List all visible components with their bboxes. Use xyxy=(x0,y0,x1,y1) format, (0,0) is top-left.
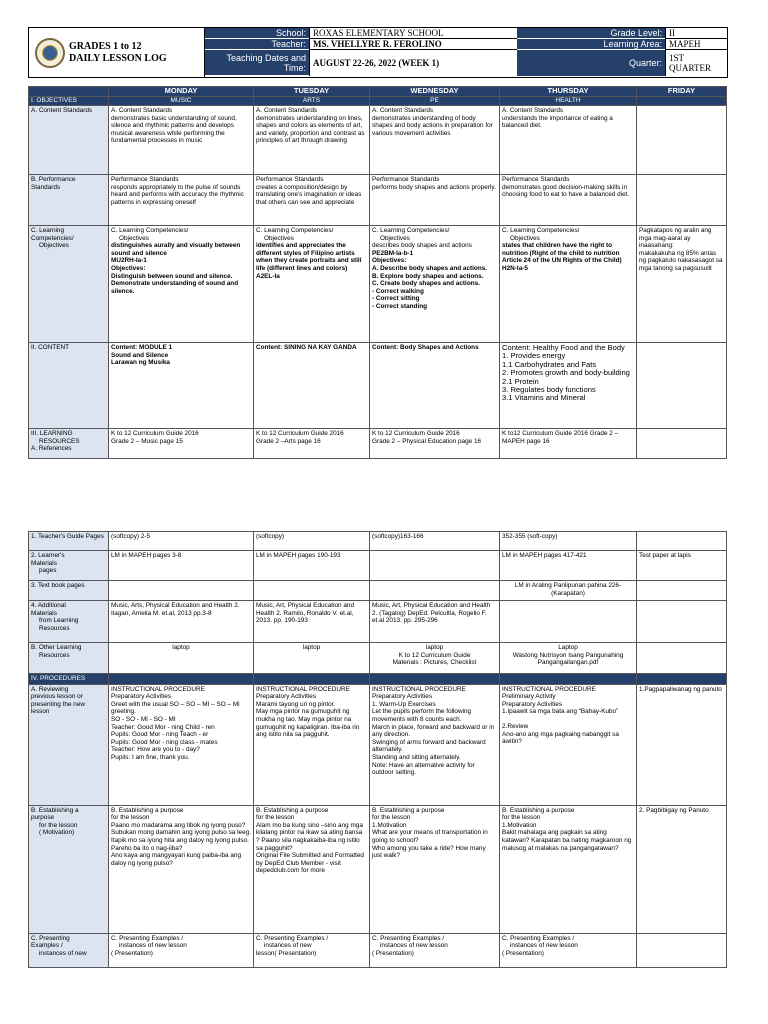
row-label: 3. Text book pages xyxy=(29,581,109,601)
cell-text: K to 12 Curriculum Guide 2016 xyxy=(111,430,199,437)
label-line: RESOURCES xyxy=(39,437,80,445)
cell-mon xyxy=(109,581,254,601)
row-label xyxy=(29,429,109,459)
cell-fri xyxy=(637,429,727,459)
cell-text: SO - SO - MI - SO - MI xyxy=(111,715,176,723)
cell-fri xyxy=(637,343,727,429)
cell-text: Swinging of arms forward and backward alternately. xyxy=(372,738,486,754)
cell-text: K to 12 Curriculum Guide 2016 xyxy=(372,430,460,437)
cell-text: C. Learning Competencies/ xyxy=(502,227,580,234)
cell-text: Pagkatapos ng aralin ang mga mag-aaral ay inaasahang: xyxy=(639,227,712,250)
cell-text: Performance Standards xyxy=(502,176,570,183)
row-label xyxy=(29,226,109,343)
cell-mon xyxy=(109,175,254,226)
cell-text: 3. Regulates body functions xyxy=(502,385,596,395)
row-label: 1. Teacher's Guide Pages xyxy=(29,532,109,551)
cell-thu xyxy=(500,643,637,674)
cell-text: distinguishes aurally and visually between sound and silence xyxy=(111,242,241,257)
label-line: previous lesson or xyxy=(31,693,83,701)
cell-text: Ano kaya ang mangyayari kung paiba-iba ang daloy ng iyong pulso? xyxy=(111,852,242,867)
cell-text: - Correct standing xyxy=(372,302,428,310)
cell-text: performs body shapes and actions properly. xyxy=(372,183,496,191)
cell-text: Pupils: Good Mor - ning Teach - er xyxy=(111,731,209,739)
cell-text: Grade 2 –Arts page 16 xyxy=(256,437,321,445)
label-line: Resources xyxy=(39,624,70,632)
dll-table-part-1 xyxy=(28,86,727,459)
log-title xyxy=(69,41,167,65)
cell-text: Standing and sitting alternately. xyxy=(372,753,461,761)
cell-text: responds appropriately to the pulse of sounds heard and performs with accuracy the rhythmic patterns in expressing oneself xyxy=(111,183,244,206)
cell-text: 1.1 Carbohydrates and Fats xyxy=(502,359,597,369)
cell-text: identifies and appreciates the different styles of Filipino artists when they create portraits and still life (different lines and colors) xyxy=(256,242,362,272)
subject-row xyxy=(29,97,727,106)
day-tuesday: TUESDAY xyxy=(254,87,370,97)
cell-fri xyxy=(637,674,727,685)
cell-text: 1.Ipaawit sa mga bata ang “Bahay-Kubo” xyxy=(502,708,619,716)
cell-text: MU2RH-Ia-1 xyxy=(111,257,147,265)
cell-text: INSTRUCTIONAL PROCEDURE xyxy=(111,685,205,693)
header-title-block xyxy=(29,28,205,77)
cell-fri: Test paper at lapis xyxy=(637,551,727,581)
day-header-row xyxy=(29,87,727,97)
cell-text: understands the importance of eating a balanced diet. xyxy=(502,114,613,130)
cell-thu xyxy=(500,601,637,643)
day-thursday: THURSDAY xyxy=(500,87,637,97)
cell-text: Objectives xyxy=(510,234,540,242)
cell-text: C. Presenting Examples / xyxy=(111,934,184,942)
cell-mon xyxy=(109,684,254,805)
school-label: School: xyxy=(205,28,309,39)
cell-mon: (softcopy) 2-5 xyxy=(109,532,254,551)
cell-wed: Music, Art, Physical Education and Health 2. (Tagalog) DepEd. Pelcultla, Rogelio F. et.al 2013. pp. 295-296 xyxy=(370,601,500,643)
purpose-row xyxy=(29,805,727,933)
cell-tue: Music, Art, Physical Education and Health 2. Ramilo, Ronaldo V. et.al, 2013. pp. 190-193 xyxy=(254,601,370,643)
cell-text: March in place, forward and backward or in any direction. xyxy=(372,723,495,739)
cell-wed xyxy=(370,429,500,459)
day-monday: MONDAY xyxy=(109,87,254,97)
cell-wed xyxy=(370,343,500,429)
label-line: 4. Additional xyxy=(31,602,66,609)
cell-tue xyxy=(254,684,370,805)
teacher-value: MS. VHELLYRE R. FEROLINO xyxy=(309,39,517,50)
cell-text: Subukan mong damahin ang iyong pulso sa leeg. xyxy=(111,829,251,837)
label-line: instances of new xyxy=(39,949,87,957)
cell-text: B. Establishing a purpose xyxy=(502,806,575,814)
row-label xyxy=(29,643,109,674)
row-label xyxy=(29,933,109,967)
cell-text: K to 12 Curriculum Guide 2016 xyxy=(256,430,344,437)
cell-text: B. Establishing a purpose xyxy=(256,806,329,814)
additional-materials-row xyxy=(29,601,727,643)
cell-thu: 352-355 (soft-copy) xyxy=(500,532,637,551)
cell-text: Paano mo madarama ang tibok ng iyong puso? xyxy=(111,821,246,829)
cell-text: Marami tayong uri ng pintor. xyxy=(256,700,336,708)
cell-text: creates a composition/design by translating one's imagination or ideas that others can see and appreciate xyxy=(256,183,362,206)
header-info-grid xyxy=(205,28,727,77)
label-line: B. Other Learning xyxy=(31,644,82,651)
cell-mon: Music, Arts, Physical Education and Health 2. Ilagan, Amelia M. et.al, 2013 pp.3-8 xyxy=(109,601,254,643)
cell-text: demonstrates understanding of body shapes and body actions in preparation for various movement activities xyxy=(372,114,493,137)
cell-text: for the lesson xyxy=(256,814,295,822)
cell-text: 1.Motivation xyxy=(372,821,407,829)
cell-thu xyxy=(500,106,637,175)
procedures-label: IV. PROCEDURES xyxy=(29,674,109,685)
cell-mon xyxy=(109,106,254,175)
school-value: ROXAS ELEMENTARY SCHOOL xyxy=(309,28,517,39)
cell-text: instances of new lesson xyxy=(119,942,187,950)
objectives-label: I. OBJECTIVES xyxy=(29,97,109,106)
dll-table-part-2 xyxy=(28,531,727,968)
quarter-value: 1ST QUARTER xyxy=(665,50,727,76)
cell-text: instances of new lesson xyxy=(510,942,578,950)
cell-tue: laptop xyxy=(254,643,370,674)
cell-thu xyxy=(500,684,637,805)
cell-mon xyxy=(109,805,254,933)
cell-text: for the lesson xyxy=(502,814,541,822)
cell-mon xyxy=(109,226,254,343)
cell-text: Content: SINING NA KAY GANDA xyxy=(256,344,357,351)
row-label: II. CONTENT xyxy=(29,343,109,429)
cell-thu: LM in Araling Panlipunan pahina 226-(Karapatan) xyxy=(500,581,637,601)
cell-wed xyxy=(370,175,500,226)
other-resources-row xyxy=(29,643,727,674)
competencies-row xyxy=(29,226,727,343)
cell-tue: (softcopy) xyxy=(254,532,370,551)
cell-text: - Correct sitting xyxy=(372,295,420,303)
cell-text: Preliminary Activity xyxy=(502,693,556,701)
cell-text: Preparatory Activities xyxy=(502,700,563,708)
cell-text: Pupils: Good Mor - ning class - mates xyxy=(111,738,218,746)
label-line: Examples / xyxy=(31,942,63,950)
cell-text: Teacher: How are you to - day? xyxy=(111,746,200,754)
dates-label-2: Time: xyxy=(283,62,306,73)
cell-text: - Correct walking xyxy=(372,287,424,295)
cell-thu xyxy=(500,175,637,226)
label-line: III. LEARNING xyxy=(31,430,73,437)
cell-text: PE2BM-Ia-b-1 xyxy=(372,249,414,257)
cell-text: for the lesson xyxy=(111,814,150,822)
resources-row xyxy=(29,429,727,459)
cell-text: demonstrates good decision-making skills in choosing food to eat to have a balanced diet. xyxy=(502,183,630,199)
corner-cell xyxy=(29,87,109,97)
cell-text: Grade 2 – Physical Education page 16 xyxy=(372,437,482,445)
cell-thu xyxy=(500,933,637,967)
cell-text: demonstrates basic understanding of sound, silence and rhythmic patterns and develops musical awareness while performing the fundamental processes in music xyxy=(111,114,237,145)
spacer xyxy=(502,716,634,723)
row-label xyxy=(29,551,109,581)
cell-wed xyxy=(370,805,500,933)
cell-text: INSTRUCTIONAL PROCEDURE xyxy=(256,685,350,693)
cell-thu xyxy=(500,429,637,459)
cell-text: Original File Submitted and Formatted by DepEd Club Member - visit depedclub.com for more xyxy=(256,852,364,875)
cell-text: Preparatory Activities xyxy=(256,693,317,701)
cell-text: Performance Standards xyxy=(111,176,179,183)
cell-text: Teacher: Good Mor - ning Child - ren xyxy=(111,723,215,731)
cell-text: Who among you take a ride? How many just walk? xyxy=(372,844,486,860)
cell-wed xyxy=(370,684,500,805)
reviewing-row xyxy=(29,684,727,805)
cell-text: A2EL-Ia xyxy=(256,272,280,280)
cell-tue xyxy=(254,805,370,933)
cell-text: ( Presentation) xyxy=(502,949,544,957)
cell-text: Objectives xyxy=(380,234,410,242)
cell-text: Note: Have an alternative activity for outdoor setting. xyxy=(372,761,475,777)
cell-text: demonstrates understanding on lines, shapes and colors as elements of art, and variety, proportion and contrast as principles of art through drawing xyxy=(256,114,365,145)
subject-pe: PE xyxy=(370,97,500,106)
cell-text: Objectives xyxy=(264,234,294,242)
cell-text: C. Create body shapes and actions. xyxy=(372,280,480,288)
label-line: pages xyxy=(39,567,57,575)
cell-mon: laptop xyxy=(109,643,254,674)
cell-text: Let the pupils perform the following movements with 8 counts each. xyxy=(372,708,472,723)
label-line: A. References xyxy=(31,445,72,453)
cell-text: laptop xyxy=(425,644,444,651)
title-line-2: DAILY LESSON LOG xyxy=(69,52,167,64)
cell-tue xyxy=(254,674,370,685)
cell-text: 2.Review xyxy=(502,722,529,730)
day-friday: FRIDAY xyxy=(637,87,727,97)
cell-fri xyxy=(637,601,727,643)
cell-text: 1.Motivation xyxy=(502,821,537,829)
cell-text: Content: MODULE 1 xyxy=(111,344,173,351)
cell-text: Pupils: I am fine, thank you. xyxy=(111,753,190,761)
cell-text: 2. Promotes growth and body-building xyxy=(502,368,630,378)
cell-text: What are your means of transportation in going to school? xyxy=(372,829,488,844)
cell-wed xyxy=(370,674,500,685)
cell-fri xyxy=(637,532,727,551)
cell-text: A. Content Standards xyxy=(502,107,564,114)
quarter-label: Quarter: xyxy=(517,50,665,76)
cell-tue xyxy=(254,933,370,967)
cell-text: lesson( Presentation) xyxy=(256,949,317,957)
content-standards-row xyxy=(29,106,727,175)
cell-text: Greet with the usual SO – SO – MI – SO – Mi greeting. xyxy=(111,700,240,716)
cell-text: Pareho ba ito o nag-iiba? xyxy=(111,844,183,852)
cell-text: A. Content Standards xyxy=(111,107,173,114)
cell-text: Itapik mo sa iyong hita ang daloy ng iyong pulso. xyxy=(111,836,249,844)
label-line: presenting the new xyxy=(31,700,86,708)
cell-text: for the lesson xyxy=(372,814,411,822)
cell-text: Laptop xyxy=(558,644,578,651)
subject-health: HEALTH xyxy=(500,97,637,106)
cell-fri xyxy=(637,643,727,674)
title-line-1: GRADES 1 to 12 xyxy=(69,40,142,52)
cell-text: instances of new lesson xyxy=(380,942,448,950)
dates-label-1: Teaching Dates and xyxy=(226,52,306,63)
cell-tue xyxy=(254,429,370,459)
cell-text: Objectives: xyxy=(372,257,407,265)
cell-mon: LM in MAPEH pages 3-8 xyxy=(109,551,254,581)
cell-text: Performance Standards xyxy=(372,176,440,183)
row-label xyxy=(29,805,109,933)
label-line: A. Reviewing xyxy=(31,685,69,693)
label-line: for the lesson xyxy=(39,821,78,829)
cell-tue xyxy=(254,175,370,226)
cell-text: C. Learning Competencies/ xyxy=(256,227,334,234)
cell-fri xyxy=(637,805,727,933)
cell-text: C. Learning Competencies/ xyxy=(372,227,450,234)
cell-text: Demonstrate understanding of sound and silence. xyxy=(111,280,239,295)
procedures-row xyxy=(29,674,727,685)
cell-text: B. Explore body shapes and actions. xyxy=(372,272,484,280)
textbook-row xyxy=(29,581,727,601)
label-line: Materials xyxy=(31,609,57,617)
cell-text: states that children have the right to nutrition (Right of the child to nutrition Article 24 of the UN Rights of the Child) xyxy=(502,242,622,265)
cell-tue: LM in MAPEH pages 190-193 xyxy=(254,551,370,581)
area-label: Learning Area: xyxy=(517,39,665,50)
cell-fri xyxy=(637,933,727,967)
cell-text: A. Describe body shapes and actions. xyxy=(372,264,488,272)
grade-label: Grade Level: xyxy=(517,28,665,39)
cell-text: 2. Pagbibigay ng Panuto xyxy=(639,806,709,814)
day-wednesday: WEDNESDAY xyxy=(370,87,500,97)
performance-standards-row xyxy=(29,175,727,226)
cell-text: B. Establishing a purpose xyxy=(111,806,184,814)
row-label: A. Content Standards xyxy=(29,106,109,175)
cell-text: Objectives xyxy=(119,234,149,242)
cell-text: Objectives: xyxy=(111,264,146,272)
cell-text: Ano-ano ang mga pagkaing nabanggit sa awitin? xyxy=(502,730,619,746)
cell-thu xyxy=(500,226,637,343)
cell-text: Bakit mahalaga ang pagkain sa ating katawan? Karapatan ba nating magkaroon ng malusog at malakas na pangangatawan? xyxy=(502,829,632,852)
cell-text: K to12 Curriculum Guide 2016 Grade 2 – MAPEH page 16 xyxy=(502,430,619,445)
label-line: from Learning xyxy=(39,617,79,625)
subject-music: MUSIC xyxy=(109,97,254,106)
cell-text: Pangangailangan.pdf xyxy=(537,659,599,667)
cell-text: H2N-Ia-5 xyxy=(502,264,528,272)
cell-text: K to 12 Curriculum Guide xyxy=(398,651,471,659)
cell-text: Grade 2 – Music page 15 xyxy=(111,437,183,445)
cell-text: Performance Standards xyxy=(256,176,324,183)
cell-text: Preparatory Activities xyxy=(111,693,172,701)
area-value: MAPEH xyxy=(665,39,727,50)
cell-wed xyxy=(370,933,500,967)
cell-text: C. Presenting Examples / xyxy=(372,934,445,942)
cell-text: INSTRUCTIONAL PROCEDURE xyxy=(502,685,596,693)
cell-text: 1. Warm-Up Exercises xyxy=(372,700,436,708)
cell-wed xyxy=(370,226,500,343)
cell-text: May mga pintor na gumuguhit ng mukha ng tao. May mga pintor na gumuguhit ng kapaligiran. Iba-iba rin ang istilo nila sa pagguhit. xyxy=(256,708,360,739)
cell-text: instances of new xyxy=(264,942,312,950)
label-line: Resources xyxy=(39,651,70,659)
label-line: 2. Learner's xyxy=(31,552,65,559)
cell-fri xyxy=(637,175,727,226)
cell-text: Sound and Silence xyxy=(111,351,169,359)
cell-wed xyxy=(370,643,500,674)
label-line: purpose xyxy=(31,814,55,822)
cell-text: INSTRUCTIONAL PROCEDURE xyxy=(372,685,466,693)
cell-thu xyxy=(500,805,637,933)
cell-tue xyxy=(254,343,370,429)
cell-fri xyxy=(637,226,727,343)
cell-wed xyxy=(370,551,500,581)
cell-wed xyxy=(370,581,500,601)
cell-text: C. Learning Competencies/ xyxy=(111,227,189,234)
cell-mon xyxy=(109,674,254,685)
cell-fri xyxy=(637,684,727,805)
cell-thu xyxy=(500,674,637,685)
dll-header xyxy=(28,27,728,78)
dates-value: AUGUST 22-26, 2022 (WEEK 1) xyxy=(309,50,517,76)
cell-text: B. Establishing a purpose xyxy=(372,806,445,814)
cell-text: 2.1 Protein xyxy=(502,376,539,386)
row-label xyxy=(29,601,109,643)
cell-wed: (softcopy)163-166 xyxy=(370,532,500,551)
cell-mon xyxy=(109,343,254,429)
cell-text: describes body shapes and actions xyxy=(372,242,472,250)
cell-thu xyxy=(500,343,637,429)
grade-value: II xyxy=(665,28,727,39)
cell-fri xyxy=(637,581,727,601)
cell-text: Content: Healthy Food and the Body xyxy=(502,343,625,352)
label-line: B. Establishing a xyxy=(31,806,79,814)
cell-tue xyxy=(254,581,370,601)
learner-materials-row xyxy=(29,551,727,581)
presenting-row xyxy=(29,933,727,967)
cell-text: C. Presenting Examples / xyxy=(256,934,329,942)
cell-fri xyxy=(637,106,727,175)
cell-text: 1.Pagpapaliwanag ng panuto xyxy=(639,685,722,693)
cell-text: 3.1 Vitamins and Mineral xyxy=(502,393,586,403)
cell-text: makakakuha ng 85% antas ng pagkatuto nakasasagot sa mga tanong sa pagsusulit xyxy=(639,249,723,272)
label-line: C. Presenting xyxy=(31,934,70,942)
cell-thu: LM in MAPEH pages 417-421 xyxy=(500,551,637,581)
row-label: B. Performance Standards xyxy=(29,175,109,226)
cell-text: C. Presenting Examples / xyxy=(502,934,575,942)
cell-wed xyxy=(370,106,500,175)
cell-text: Materials : Pictures, Checklist xyxy=(392,659,477,667)
subject-arts: ARTS xyxy=(254,97,370,106)
teacher-guide-row xyxy=(29,532,727,551)
cell-text: 1. Provides energy xyxy=(502,351,566,361)
label-line: C. Learning Competencies/ xyxy=(31,227,74,242)
cell-text: Preparatory Activities xyxy=(372,693,433,701)
cell-tue xyxy=(254,106,370,175)
deped-seal-icon xyxy=(35,38,65,68)
cell-text: Distinguish between sound and silence. xyxy=(111,272,233,280)
label-line: Objectives xyxy=(39,242,69,250)
dates-label xyxy=(205,50,309,76)
cell-mon xyxy=(109,933,254,967)
cell-text: ( Presentation) xyxy=(372,949,414,957)
content-row xyxy=(29,343,727,429)
cell-text: A. Content Standards xyxy=(372,107,434,114)
label-line: ( Motivation) xyxy=(39,829,75,837)
teacher-label: Teacher: xyxy=(205,39,309,50)
cell-text: Larawan ng Musika xyxy=(111,359,170,367)
cell-text: Alam mo ba kung sino –sino ang mga kilalang pintor na ikaw sa ating bansa ? Paano sila nagkakaiba-iba ng istilo sa pagguhit? xyxy=(256,821,363,852)
cell-text: Content: Body Shapes and Actions xyxy=(372,344,479,351)
label-line: lesson xyxy=(31,708,50,716)
cell-mon xyxy=(109,429,254,459)
cell-tue xyxy=(254,226,370,343)
subject-friday xyxy=(637,97,727,106)
cell-text: Wastong Nutrisyon Isang Pangunahing xyxy=(512,651,624,659)
label-line: Materials xyxy=(31,559,57,567)
row-label xyxy=(29,684,109,805)
cell-text: A. Content Standards xyxy=(256,107,318,114)
cell-text: ( Presentation) xyxy=(111,949,153,957)
